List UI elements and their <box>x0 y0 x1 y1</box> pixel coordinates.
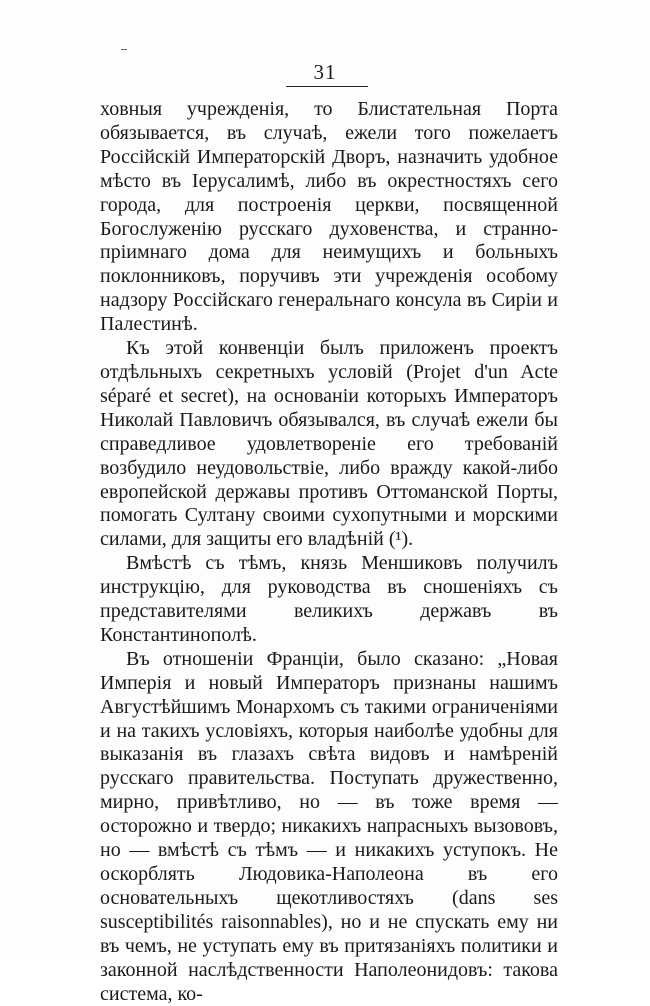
paragraph-continuation: ховныя учрежденія, то Блистательная Порта обязывается, въ случаѣ, ежели того пожелаетъ Россійскій Императорскій Дворъ, назначить удобное мѣсто въ Іерусалимѣ, либо въ окрестностяхъ сего города, для построенія церкви, посвященной Богослуженію русскаго духовенства, и странно-пріимнаго дома для неимущихъ и больныхъ поклонниковъ, поручивъ эти учрежденія особому надзору Россійскаго генеральнаго консула въ Сиріи и Палестинѣ. <box>100 98 558 336</box>
paragraph-convention: Къ этой конвенціи былъ приложенъ проектъ отдѣльныхъ секретныхъ условій (Projet d'un Acte séparé et secret), на основаніи которыхъ Императоръ Николай Павловичъ обязывался, въ случаѣ ежели бы справедливое удовлетвореніе его требованій возбудило неудовольствіе, либо вражду какой-либо европейской державы противъ Оттоманской Порты, помогать Султану своими сухопутными и морскими силами, для защиты его владѣній (¹). <box>100 337 558 551</box>
paragraph-france: Въ отношеніи Франціи, было сказано: „Новая Имперія и новый Императоръ признаны нашимъ Августѣйшимъ Монархомъ съ такими ограниченіями и на такихъ условіяхъ, которыя наиболѣе удобны для выказанія въ глазахъ свѣта видовъ и намѣреній русскаго правительства. Поступать дружественно, мирно, привѣтливо, но — въ тоже время — осторожно и твердо; никакихъ напрасныхъ вызововъ, но — вмѣстѣ съ тѣмъ — и никакихъ уступокъ. Не оскорблять Людовика-Наполеона въ его основательныхъ щекотливостяхъ (dans ses susceptibilités raisonnables), но и не спускать ему ни въ чемъ, не уступать ему въ притязаніяхъ политики и законной наслѣдственности Наполеонидовъ: такова система, ко- <box>100 647 558 1005</box>
body-text <box>100 98 558 1006</box>
ink-speck <box>121 49 127 50</box>
page-number: 31 <box>313 60 337 84</box>
paragraph-instruction: Вмѣстѣ съ тѣмъ, князь Меншиковъ получилъ инструкцію, для руководства въ сношеніяхъ съ представителями великихъ державъ въ Константинополѣ. <box>100 552 558 646</box>
page-number-rule <box>286 86 368 87</box>
